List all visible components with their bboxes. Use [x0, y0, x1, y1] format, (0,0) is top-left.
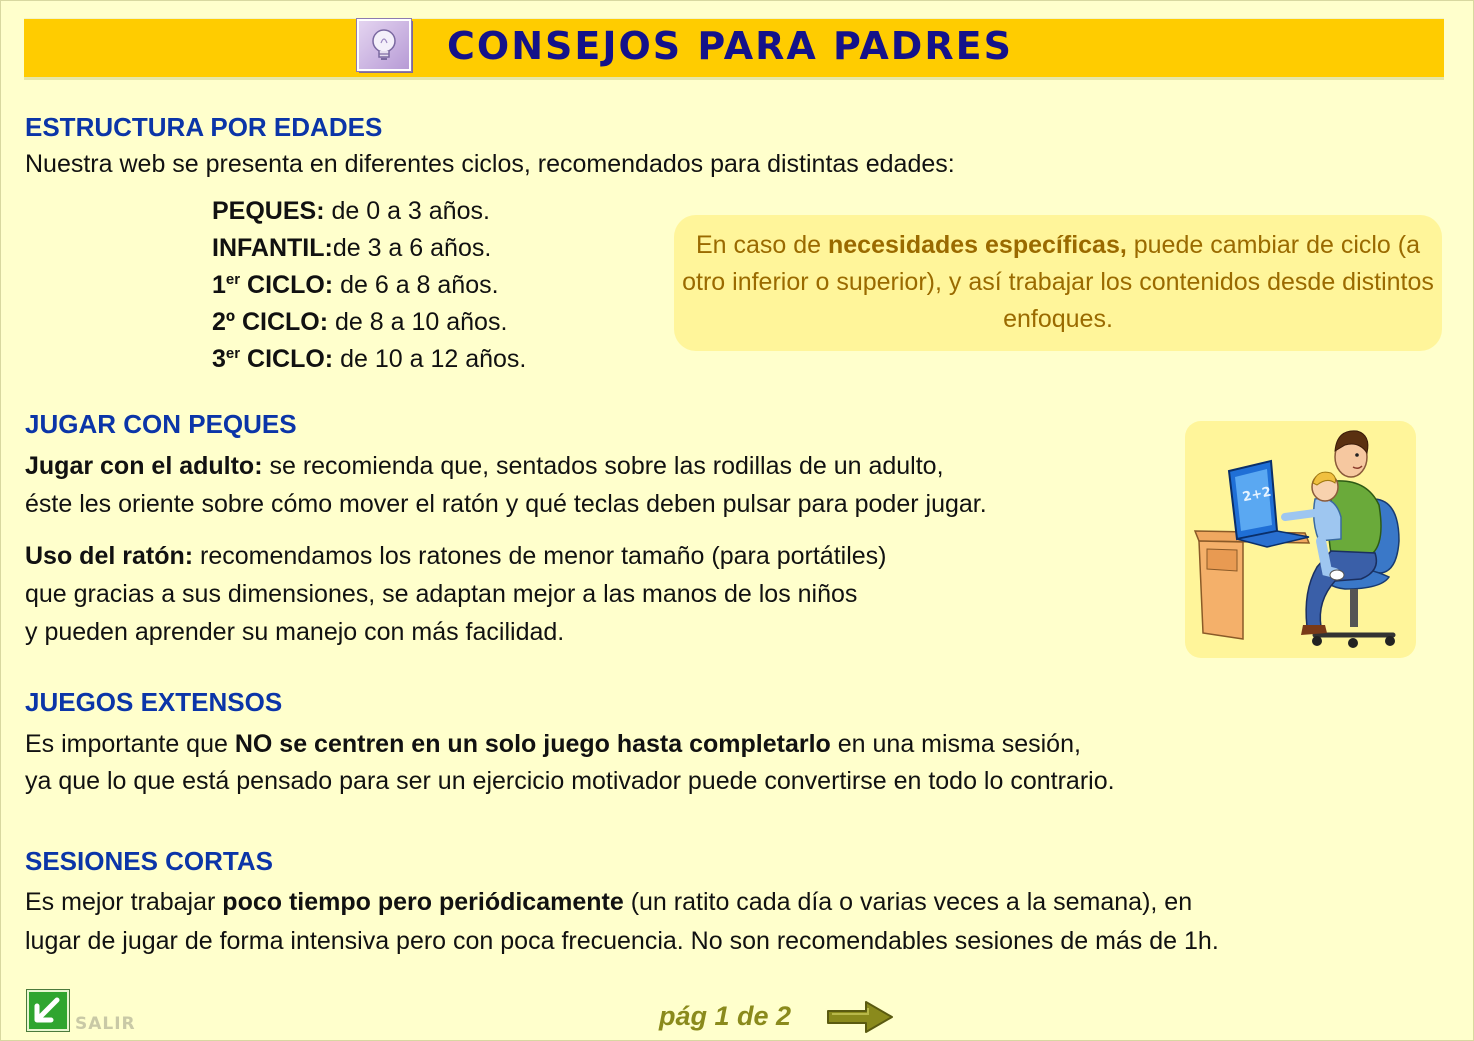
exit-label[interactable]: SALIR: [75, 1014, 136, 1034]
jugar-adulto-line2: éste les oriente sobre cómo mover el ratón y qué teclas deben pulsar para poder jugar.: [25, 490, 987, 518]
section-title-sesiones: SESIONES CORTAS: [25, 846, 274, 876]
sesiones-line1: Es mejor trabajar poco tiempo pero periódicamente (un ratito cada día o varias veces a la semana), en: [25, 888, 1193, 916]
age-row-peques: PEQUES: de 0 a 3 años.: [212, 197, 490, 225]
svg-text:2+2: 2+2: [1241, 484, 1273, 506]
adult-child-computer-illustration: [1185, 421, 1416, 658]
extensos-line2: ya que lo que está pensado para ser un ejercicio motivador puede convertirse en todo lo contrario.: [25, 767, 1115, 795]
age-row-ciclo3: 3er CICLO: de 10 a 12 años.: [212, 345, 527, 373]
exit-arrow-icon: [29, 992, 67, 1029]
exit-button[interactable]: [27, 990, 69, 1031]
page-indicator: pág 1 de 2: [659, 1001, 792, 1031]
section-title-extensos: JUEGOS EXTENSOS: [25, 687, 283, 717]
page-title: CONSEJOS PARA PADRES: [447, 24, 1013, 68]
age-row-infantil: INFANTIL:de 3 a 6 años.: [212, 234, 492, 262]
age-row-ciclo2: 2º CICLO: de 8 a 10 años.: [212, 308, 508, 336]
uso-raton-line3: y pueden aprender su manejo con más facilidad.: [25, 618, 565, 646]
jugar-adulto-line1: Jugar con el adulto: se recomienda que, sentados sobre las rodillas de un adulto,: [25, 452, 944, 480]
uso-raton-line2: que gracias a sus dimensiones, se adaptan mejor a las manos de los niños: [25, 580, 858, 608]
sesiones-line2: lugar de jugar de forma intensiva pero con poca frecuencia. No son recomendables sesiones de más de 1h.: [25, 927, 1219, 955]
lightbulb-icon: [357, 19, 411, 71]
section-title-jugar: JUGAR CON PEQUES: [25, 409, 297, 439]
specific-needs-note: En caso de necesidades específicas, puede cambiar de ciclo (a otro inferior o superior), y así trabajar los contenidos desde distintos enfoques.: [674, 215, 1442, 351]
next-arrow-icon[interactable]: [824, 999, 896, 1035]
estructura-intro: Nuestra web se presenta en diferentes ciclos, recomendados para distintas edades:: [25, 150, 955, 178]
section-title-estructura: ESTRUCTURA POR EDADES: [25, 112, 383, 142]
age-list: [212, 193, 526, 378]
extensos-line1: Es importante que NO se centren en un solo juego hasta completarlo en una misma sesión,: [25, 730, 1081, 758]
uso-raton-line1: Uso del ratón: recomendamos los ratones de menor tamaño (para portátiles): [25, 542, 887, 570]
age-row-ciclo1: 1er CICLO: de 6 a 8 años.: [212, 271, 499, 299]
